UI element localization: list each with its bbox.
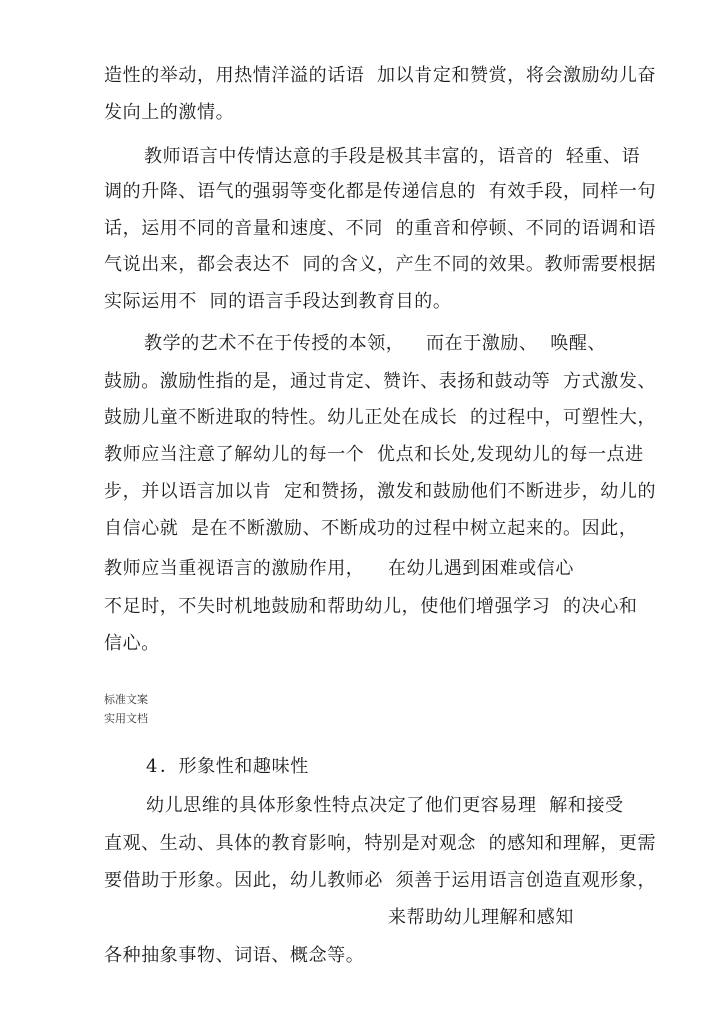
paragraph-line: 各种抽象事物、词语、概念等。 — [104, 945, 365, 966]
paragraph-line: 实际运用不 同的语言手段达到教育目的。 — [104, 291, 452, 312]
paragraph-line: 幼儿思维的具体形象性特点决定了他们更容易理 解和接受 — [146, 795, 624, 816]
paragraph-line: 教师语言中传情达意的手段是极其丰富的，语音的 轻重、语 — [144, 146, 641, 167]
section-title: ．形象性和趣味性 — [160, 756, 309, 777]
footer-label: 标准文案 — [104, 693, 148, 706]
paragraph-line: 气说出来，都会表达不 同的含义，产生不同的效果。教师需要根据 — [104, 254, 657, 275]
paragraph-line: 鼓励儿童不断进取的特性。幼儿正处在成长 的过程中，可塑性大， — [104, 407, 657, 428]
paragraph-line: 自信心就 是在不断激励、不断成功的过程中树立起来的。因此， — [104, 518, 638, 539]
paragraph-line: 调的升降、语气的强弱等变化都是传递信息的 有效手段，同样一句 — [104, 181, 657, 202]
footer-label: 实用文档 — [104, 712, 148, 725]
section-number: 4 — [146, 756, 159, 777]
paragraph-line: 而在于激励、 唤醒、 — [426, 333, 607, 354]
paragraph-line: 在幼儿遇到困难或信心 — [388, 558, 574, 579]
paragraph-line: 直观、生动、具体的教育影响，特别是对观念 的感知和理解，更需 — [104, 833, 657, 854]
paragraph-line: 要借助于形象。因此，幼儿教师必 须善于运用语言创造直观形象， — [104, 870, 657, 891]
paragraph-line: 不足时，不失时机地鼓励和帮助幼儿，使他们增强学习 的决心和 — [104, 596, 638, 617]
paragraph-line: 鼓励。激励性指的是，通过肯定、赞许、表扬和鼓动等 方式激发、 — [104, 371, 657, 392]
paragraph-line: 教师应当重视语言的激励作用， — [104, 558, 365, 579]
paragraph-line: 教学的艺术不在于传授的本领， — [144, 333, 405, 354]
paragraph-line: 造性的举动，用热情洋溢的话语 加以肯定和赞赏，将会激励幼儿奋 — [104, 65, 657, 86]
paragraph-line: 教师应当注意了解幼儿的每一个 优点和长处,发现幼儿的每一点进 — [104, 444, 644, 465]
paragraph-line: 发向上的激情。 — [104, 102, 235, 123]
paragraph-line: 来帮助幼儿理解和感知 — [388, 907, 574, 928]
paragraph-line: 话，运用不同的音量和速度、不同 的重音和停顿、不同的语调和语 — [104, 218, 657, 239]
paragraph-line: 信心。 — [104, 633, 160, 654]
paragraph-line: 步，并以语言加以肯 定和赞扬，激发和鼓励他们不断进步，幼儿的 — [104, 481, 657, 502]
